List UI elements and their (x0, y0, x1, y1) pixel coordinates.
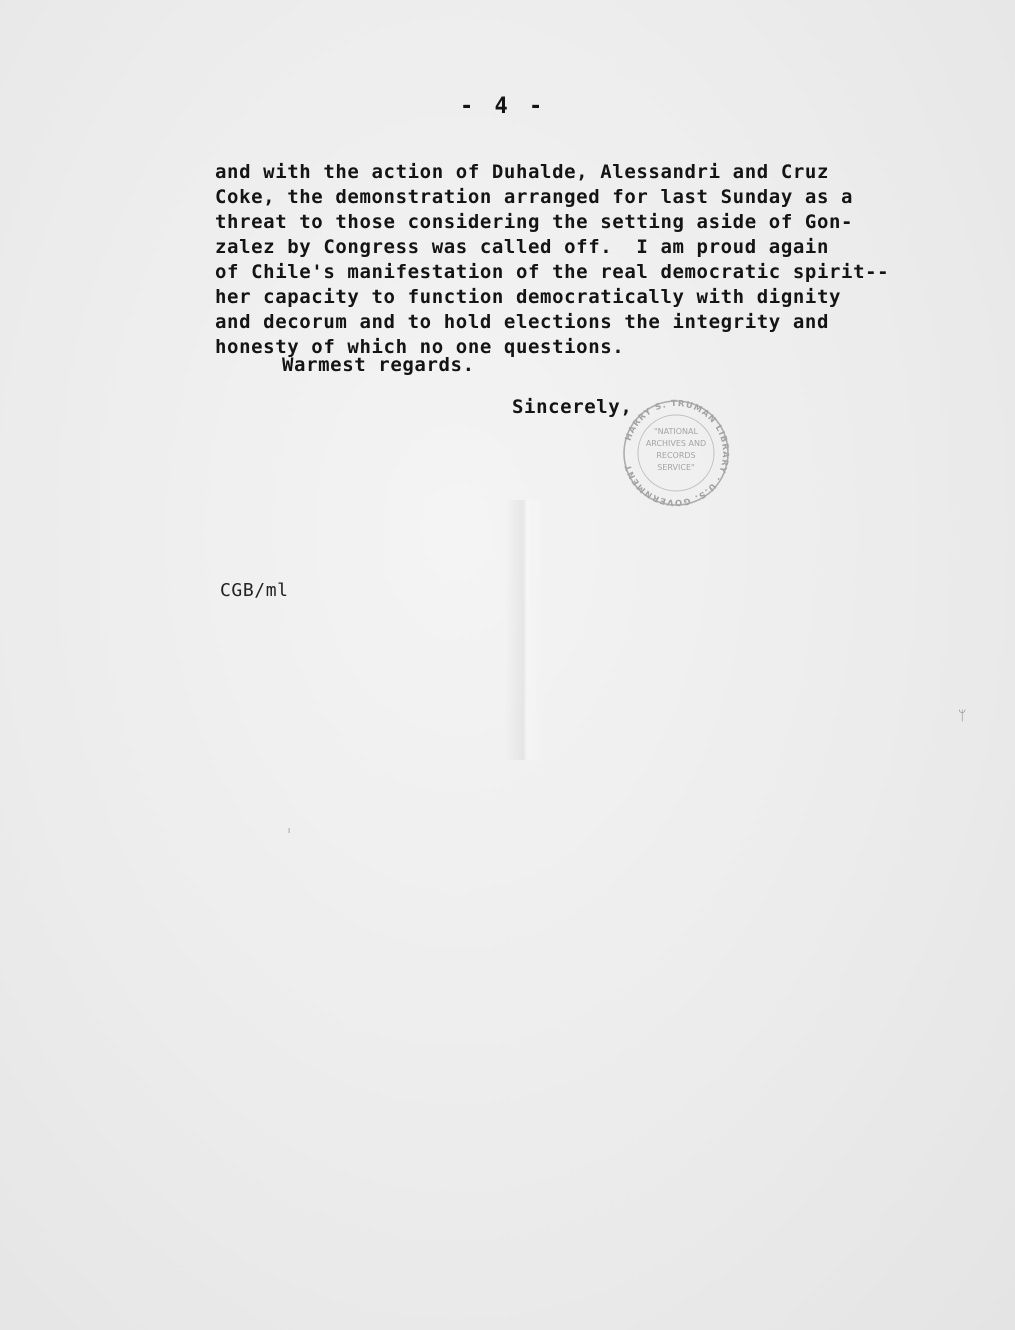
body-line: Coke, the demonstration arranged for last Sunday as a (215, 186, 854, 208)
closing-line: Warmest regards. (282, 354, 475, 376)
body-line: zalez by Congress was called off. I am proud again (215, 236, 829, 258)
body-line: and decorum and to hold elections the integrity and (215, 311, 829, 333)
svg-text:SERVICE": SERVICE" (657, 463, 695, 472)
page-number: - 4 - (460, 94, 547, 119)
body-line: honesty of which no one questions. (215, 336, 625, 358)
body-line: and with the action of Duhalde, Alessandri and Cruz (215, 161, 829, 183)
signoff: Sincerely, (512, 396, 633, 418)
body-line: threat to those considering the setting aside of Gon- (215, 211, 854, 233)
body-line: of Chile's manifestation of the real democratic spirit-- (215, 261, 890, 283)
svg-text:"NATIONAL: "NATIONAL (654, 427, 698, 436)
archive-stamp-seal (611, 398, 741, 508)
paper-crease (505, 500, 545, 760)
paper-blemish: ˡ (288, 826, 290, 840)
typist-initials: CGB/ml (220, 580, 289, 601)
svg-text:ARCHIVES AND: ARCHIVES AND (645, 439, 707, 448)
svg-text:HARRY S. TRUMAN LIBRARY · U.S.: HARRY S. TRUMAN LIBRARY · U.S. GOVERNMENT (623, 398, 731, 508)
body-line: her capacity to function democratically with dignity (215, 286, 842, 308)
svg-text:RECORDS: RECORDS (656, 451, 696, 460)
paper-blemish: ᛘ (958, 708, 967, 724)
